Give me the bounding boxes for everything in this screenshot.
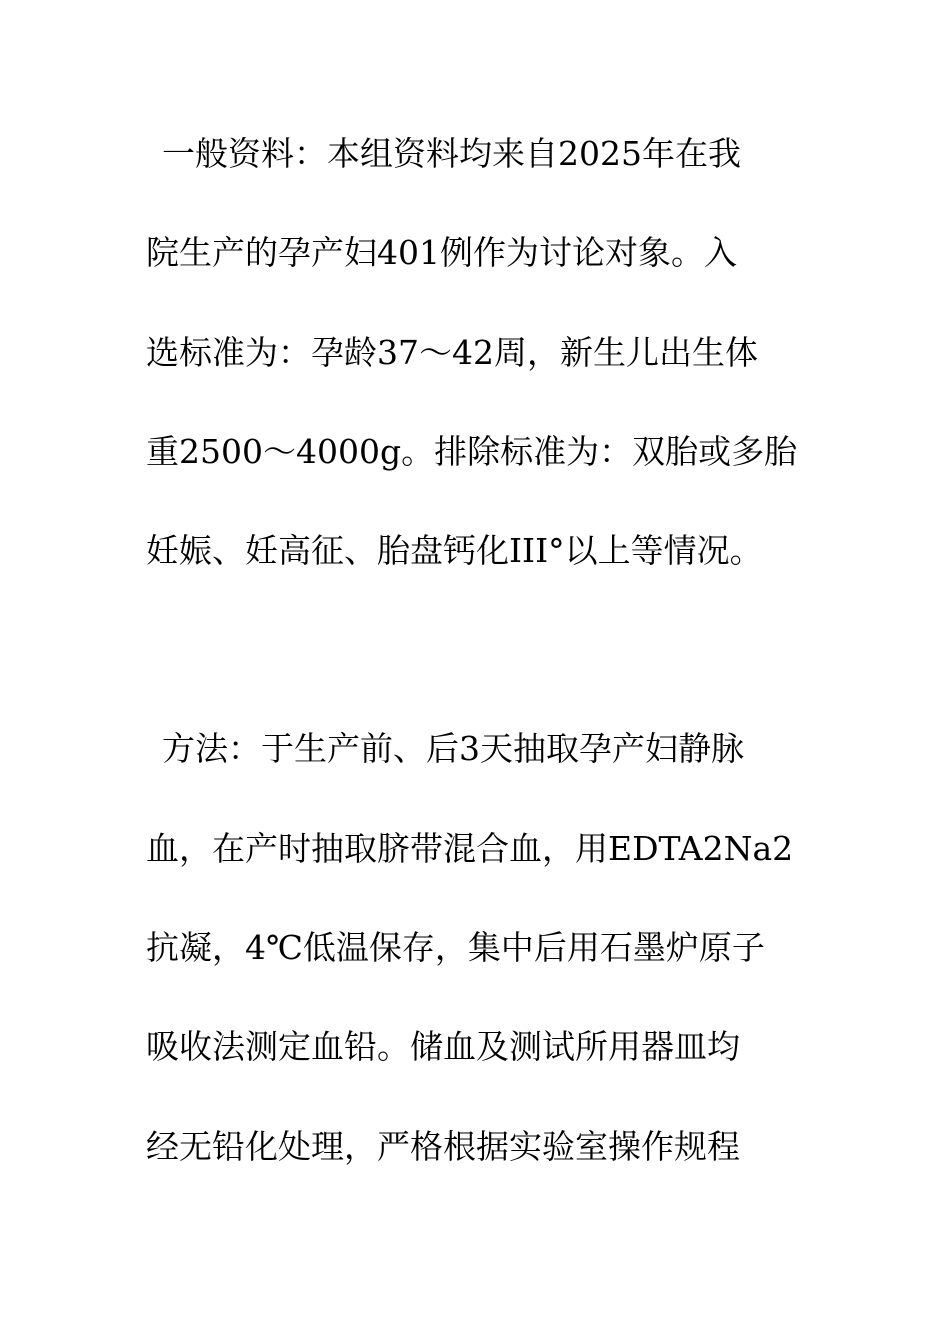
paragraph-line: 经无铅化处理，严格根据实验室操作规程 [146,1127,740,1166]
paragraph-line: 一般资料：本组资料均来自2025年在我 [162,134,741,173]
paragraph-line: 抗凝，4℃低温保存，集中后用石墨炉原子 [146,928,765,967]
paragraph-line: 选标准为：孕龄37～42周，新生儿出生体 [146,333,758,372]
paragraph-line: 妊娠、妊高征、胎盘钙化III°以上等情况。 [146,531,763,570]
paragraph-line: 重2500～4000g。排除标准为：双胎或多胎 [146,432,798,471]
paragraph-line: 方法：于生产前、后3天抽取孕产妇静脉 [162,729,744,768]
paragraph-line: 血，在产时抽取脐带混合血，用EDTA2Na2 [146,829,794,868]
paragraph-line: 吸收法测定血铅。储血及测试所用器皿均 [146,1027,740,1066]
paragraph-line: 院生产的孕产妇401例作为讨论对象。入 [146,233,737,272]
